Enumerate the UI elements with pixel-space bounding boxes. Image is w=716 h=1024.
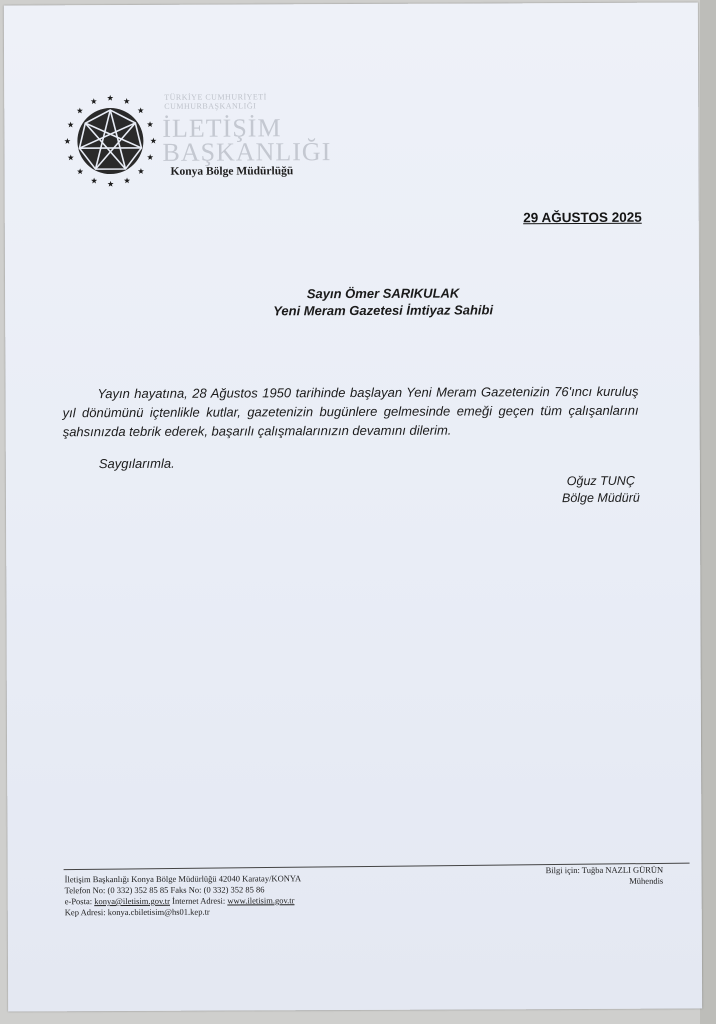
info-person: Bilgi için: Tuğba NAZLI GÜRÜN <box>545 864 664 876</box>
addressee-block <box>5 283 716 320</box>
signature-block <box>562 473 640 507</box>
info-contact <box>546 865 664 888</box>
letter-page <box>4 2 702 1011</box>
institution-name-line-2: BAŞKANLIĞI <box>162 137 332 167</box>
logo-star-icon <box>68 154 74 160</box>
letter-body: Yayın hayatına, 28 Ağustos 1950 tarihinde başlayan Yeni Meram Gazetenizin 76'ıncı kuruluş yıl dönümünü içtenlikle kutlar, gazetenizin bugünlere gelmesinde emeği geçen tüm çalışanlarını şahsınızda tebrik ederek, başarılı çalışmalarınızın devamını dilerim. <box>62 383 639 440</box>
logo-star-icon <box>77 108 83 114</box>
logo-star-icon <box>138 107 144 113</box>
iletisim-baskanligi-star-logo-icon <box>62 93 158 189</box>
footer-email-web: e-Posta: konya@iletisim.gov.tr İnternet Adresi: www.iletisim.gov.tr <box>64 895 295 907</box>
institution-line-2: CUMHURBAŞKANLIĞI <box>164 101 257 111</box>
background-edge <box>700 0 716 1024</box>
logo-star-icon <box>77 168 83 174</box>
footer-kep: Kep Adresi: konya.cbiletisim@hs01.kep.tr <box>64 906 210 918</box>
addressee-title: Yeni Meram Gazetesi İmtiyaz Sahibi <box>273 302 494 319</box>
signatory-title: Bölge Müdürü <box>561 490 640 506</box>
logo-star-icon <box>147 121 153 127</box>
logo-star-icon <box>124 177 130 183</box>
logo-star-icon <box>150 138 156 144</box>
logo-star-icon <box>124 98 130 104</box>
closing: Saygılarımla. <box>98 455 175 472</box>
web-link[interactable]: www.iletisim.gov.tr <box>227 895 295 906</box>
logo-star-icon <box>91 98 97 104</box>
logo-star-icon <box>108 181 114 187</box>
logo-star-icon <box>64 138 70 144</box>
logo-star-icon <box>138 168 144 174</box>
info-role: Mühendis <box>629 875 664 886</box>
footer-contact <box>65 873 302 918</box>
signatory-name: Oğuz TUNÇ <box>566 473 635 489</box>
institution-header-large <box>162 113 332 167</box>
institution-header-small <box>164 92 267 110</box>
footer-address: İletişim Başkanlığı Konya Bölge Müdürlüğü 42040 Karatay/KONYA <box>64 873 302 885</box>
addressee-name: Sayın Ömer SARIKULAK <box>306 285 460 302</box>
logo-star-icon <box>91 178 97 184</box>
footer-phone: Telefon No: (0 332) 352 85 85 Faks No: (0 332) 352 85 86 <box>64 884 265 896</box>
logo-star-icon <box>68 122 74 128</box>
institution-name-line-1: İLETİŞİM <box>162 113 282 143</box>
email-link[interactable]: konya@iletisim.gov.tr <box>94 895 171 907</box>
regional-unit: Konya Bölge Müdürlüğü <box>170 165 294 178</box>
logo-star-icon <box>107 95 113 101</box>
letter-date: 29 AĞUSTOS 2025 <box>523 209 642 226</box>
logo-star-icon <box>147 154 153 160</box>
institution-line-1: TÜRKİYE CUMHURİYETİ <box>164 92 267 102</box>
